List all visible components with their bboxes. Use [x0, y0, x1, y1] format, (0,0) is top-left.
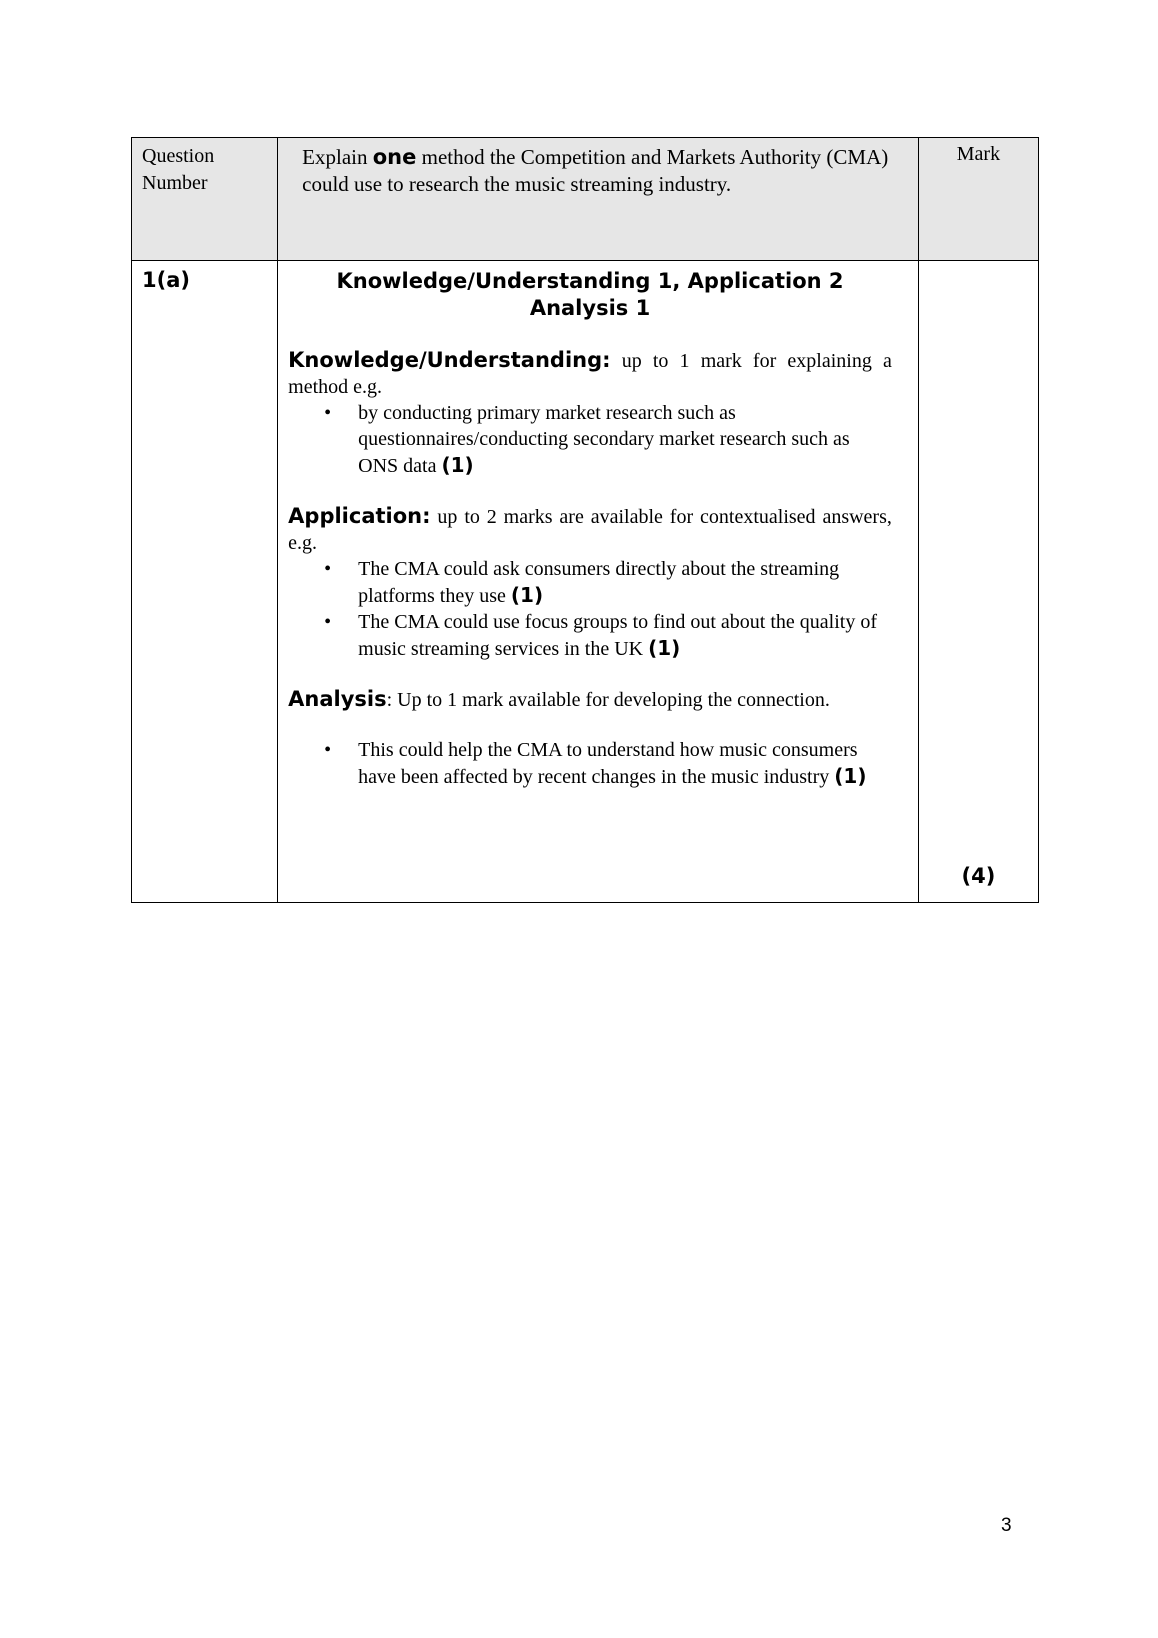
ao-heading-line2: Analysis 1 — [529, 296, 651, 320]
list-item — [324, 556, 892, 609]
mark-header: Mark — [918, 138, 1038, 261]
application-bullets — [288, 556, 892, 662]
mark-scheme-table — [131, 137, 1039, 903]
application-title: Application: — [288, 504, 431, 528]
list-item — [324, 737, 892, 790]
analysis-bullets — [288, 737, 892, 790]
bullet-text: The CMA could use focus groups to find out about the quality of music streaming services in the UK — [358, 611, 877, 660]
analysis-title: Analysis — [288, 687, 387, 711]
header-row — [132, 138, 1039, 261]
question-text-emphasis: one — [372, 145, 417, 169]
bullet-mark: (1) — [510, 583, 544, 607]
bullet-icon: • — [324, 739, 332, 761]
total-mark: (4) — [961, 864, 996, 888]
knowledge-bullets — [288, 400, 892, 479]
question-number: 1(a) — [132, 261, 278, 903]
answer-row — [132, 261, 1039, 903]
knowledge-section — [288, 347, 892, 479]
mark-cell — [918, 261, 1038, 903]
analysis-section — [288, 686, 892, 790]
page-number: 3 — [1001, 1515, 1012, 1536]
bullet-icon: • — [324, 402, 332, 424]
knowledge-title: Knowledge/Understanding: — [288, 348, 611, 372]
bullet-icon: • — [324, 558, 332, 580]
question-text — [278, 138, 919, 261]
assessment-objectives-heading — [288, 268, 892, 322]
bullet-mark: (1) — [441, 453, 474, 477]
bullet-text: by conducting primary market research such as questionnaires/conducting secondary market research such as ONS data — [358, 402, 850, 477]
bullet-icon: • — [324, 611, 332, 633]
list-item — [324, 609, 892, 662]
ao-heading-line1: Knowledge/Understanding 1, Application 2 — [336, 269, 844, 293]
bullet-mark: (1) — [834, 764, 867, 788]
bullet-text: The CMA could ask consumers directly about the streaming platforms they use — [358, 558, 840, 607]
bullet-text: This could help the CMA to understand how music consumers have been affected by recent changes in the music industry — [358, 739, 858, 788]
question-text-post: method the Competition and Markets Authority (CMA) could use to research the music streaming industry. — [302, 145, 889, 196]
question-text-pre: Explain — [302, 145, 368, 169]
bullet-mark: (1) — [648, 636, 681, 660]
answer-guidance — [278, 261, 919, 903]
list-item — [324, 400, 892, 479]
knowledge-intro: up to 1 mark for explaining a method e.g. — [288, 350, 892, 398]
question-number-header: Question Number — [132, 138, 278, 261]
analysis-intro: : Up to 1 mark available for developing the connection. — [386, 689, 830, 711]
application-intro: up to 2 marks are available for contextualised answers, e.g. — [288, 506, 892, 554]
application-section — [288, 503, 892, 662]
